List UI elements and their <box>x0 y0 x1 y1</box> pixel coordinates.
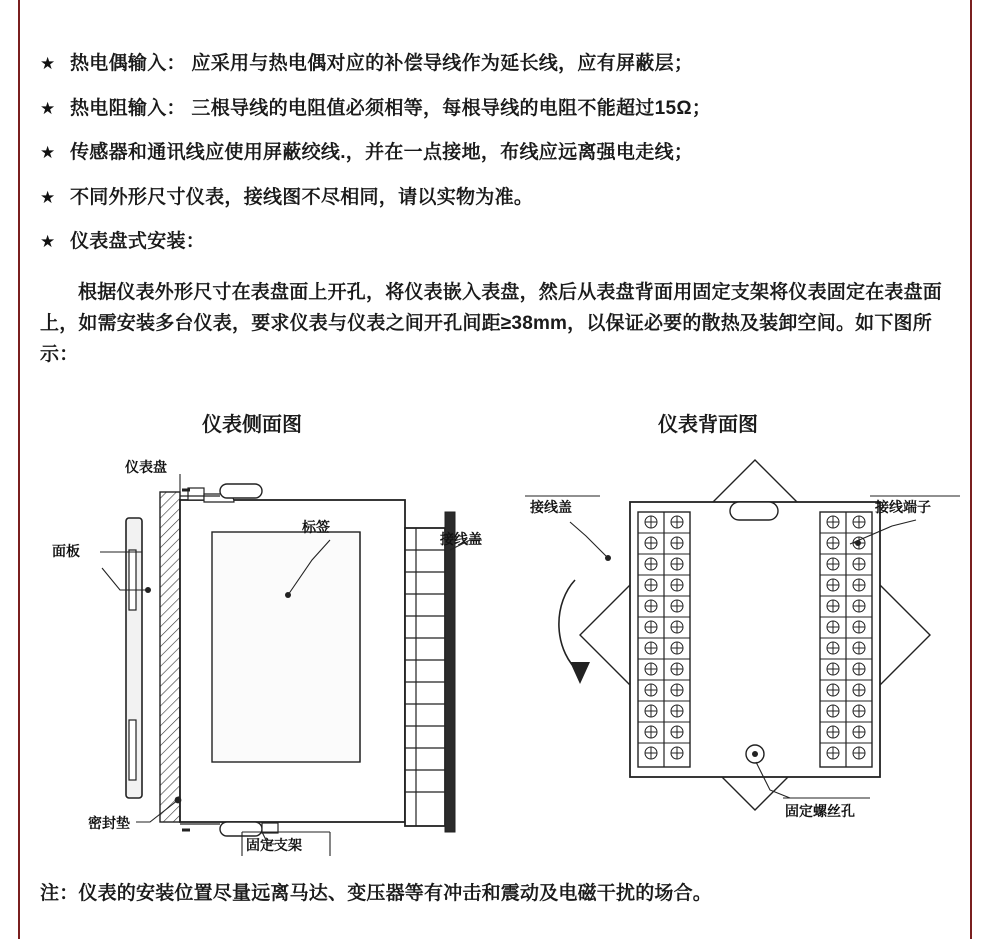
front-panel-slot-bottom <box>129 720 136 780</box>
list-item <box>40 139 960 168</box>
bullet-content <box>70 184 960 213</box>
terminal-cover-strip <box>445 512 455 832</box>
figure-caption-side-view: 仪表侧面图 <box>202 414 302 436</box>
list-item <box>40 184 960 213</box>
star-icon: ★ <box>40 54 56 73</box>
rear-top-notch <box>730 502 778 520</box>
panel-board-shape <box>160 492 180 822</box>
side-view-figure <box>52 459 482 856</box>
rotation-arrow <box>559 580 590 684</box>
terminal-block-side <box>405 528 445 826</box>
bullet-body: 三根导线的电阻值必须相等，每根导线的电阻不能超过15Ω； <box>191 97 712 119</box>
bullet-body: 不同外形尺寸仪表，接线图不尽相同，请以实物为准。 <box>70 186 534 208</box>
star-icon: ★ <box>40 187 56 207</box>
right-edge-rule <box>970 0 972 939</box>
diagram-area <box>30 440 960 860</box>
installation-paragraph <box>40 278 960 370</box>
label-tag: 标签 <box>302 519 330 535</box>
star-icon: ★ <box>40 143 56 162</box>
bullet-lead: 仪表盘式安装： <box>70 231 206 252</box>
terminal-grid-left <box>638 512 690 767</box>
bullet-content <box>70 95 960 124</box>
star-icon: ★ <box>40 98 56 118</box>
label-terminal-cover-left: 接线盖 <box>440 531 482 547</box>
list-item <box>40 50 960 79</box>
paragraph-text: 根据仪表外形尺寸在表盘面上开孔，将仪表嵌入表盘，然后从表盘背面用固定支架将仪表固定在表盘面上，如需安装多台仪表，要求仪表与仪表之间开孔间距≥38mm，以保证必要的散热及装卸空间。如下图所示： <box>40 282 943 365</box>
left-edge-rule <box>18 0 20 939</box>
bullet-body: 应采用与热电偶对应的补偿导线作为延长线，应有屏蔽层； <box>191 53 694 74</box>
star-icon: ★ <box>40 232 56 251</box>
bullet-lead: 热电阻输入： <box>70 97 186 119</box>
bullet-body: 传感器和通讯线应使用屏蔽绞线.，并在一点接地，布线应远离强电走线； <box>70 142 694 163</box>
bullet-content <box>70 228 960 257</box>
fixing-bracket-bottom <box>220 822 262 836</box>
label-terminal-cover-rear: 接线盖 <box>530 499 572 515</box>
label-area <box>212 532 360 762</box>
label-panel-board: 仪表盘 <box>125 459 167 475</box>
screw-hole-center <box>752 751 758 757</box>
bullet-list <box>40 50 960 273</box>
terminal-grid-right <box>820 512 872 767</box>
label-front-panel: 面板 <box>52 543 80 559</box>
bracket-stub-top <box>188 488 204 500</box>
figure-caption-rear-view: 仪表背面图 <box>658 414 758 436</box>
label-terminal-block: 接线端子 <box>875 499 931 515</box>
label-screw-hole: 固定螺丝孔 <box>785 803 855 819</box>
label-fixing-bracket: 固定支架 <box>246 837 302 853</box>
fixing-bracket-top <box>220 484 262 498</box>
bullet-lead: 热电偶输入： <box>70 53 186 74</box>
list-item <box>40 95 960 124</box>
bullet-content <box>70 50 960 79</box>
list-item <box>40 228 960 257</box>
bullet-content <box>70 139 960 168</box>
footer-note: 注：仪表的安装位置尽量远离马达、变压器等有冲击和震动及电磁干扰的场合。 <box>40 883 713 904</box>
rear-view-figure <box>525 460 960 819</box>
label-gasket: 密封垫 <box>88 815 130 831</box>
front-panel-slot-top <box>129 550 136 610</box>
